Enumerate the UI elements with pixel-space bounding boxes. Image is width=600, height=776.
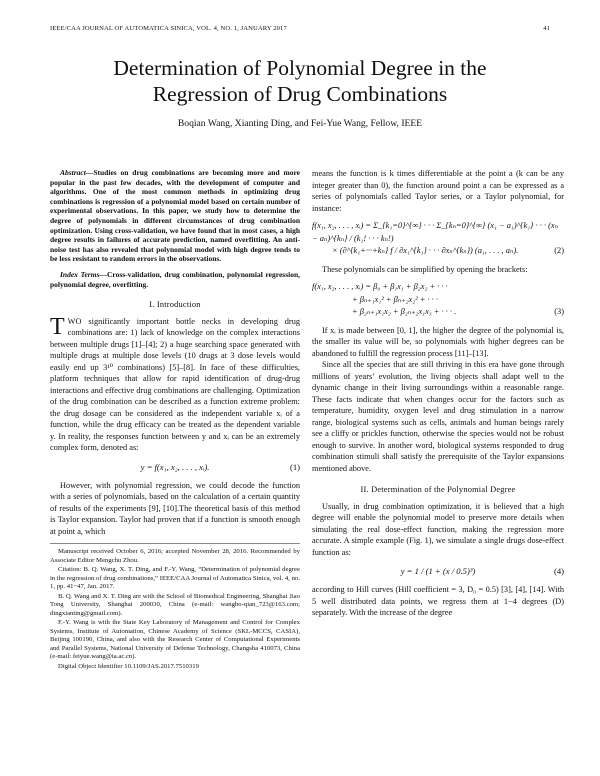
right-paragraph-2: These polynomials can be simplified by opening the brackets: <box>322 264 528 274</box>
equation-2-number: (2) <box>554 246 564 255</box>
equation-3-line-3 <box>312 306 564 319</box>
equation-4 <box>312 564 564 578</box>
equation-4-body: y = 1 / (1 + (x / 0.5)³) <box>400 566 476 576</box>
equation-1 <box>50 460 300 474</box>
abstract-label: Abstract— <box>60 168 94 177</box>
equation-2-line-1: f(x₁, x₂, . . . , xᵢ) = Σ_{k₁=0}^{∞} · · · Σ_{kₙ=0}^{∞} (x₁ − a₁)^{k₁} · · · (xₙ − aₙ)^{kₙ} / (k₁! · · · kₙ!) <box>312 221 559 243</box>
right-column <box>312 168 564 619</box>
drop-cap: T <box>50 313 65 340</box>
equation-3-line-1: f(x₁, x₂, . . . , xᵢ) = β₀ + β₁x₁ + β₂x₂ + · · · <box>312 282 448 291</box>
footnotes <box>50 543 300 671</box>
footnote-doi: Digital Object Identifier 10.1109/JAS.2017.7510319 <box>58 662 199 670</box>
intro-p1-text: WO significantly important bottle necks in developing drug combinations are: 1) lack of knowledge on the complex interactions between multiple drugs [1]–[4]; 2) a huge searching space generated with multiple drugs at multiple dose levels (10 drugs at 3 dose levels would easily end up 3¹⁰ combinations) [5]–[8]. In face of these difficulties, platform techniques that allow for rapid identification of drug-drug interactions and effective drug combinations are challenging. Optimization of the drug combination can be described as a function extreme problem: the drug dosage can be considered as the independent variable xᵢ of a function, while the drug efficacy can be treated as the dependent variable y. In reality, the responses function between y and xᵢ can be an extremely complex form, denoted as: <box>50 316 300 453</box>
page-number: 41 <box>543 25 550 32</box>
equation-3-line-3-text: + β₂ₙ₊₁x₁x₂ + β₂ₙ₊₂x₁x₃ + · · · . <box>352 307 457 316</box>
right-paragraph-1: means the function is k times differentiable at the point a (k can be any integer greater than 0), the function around point a can be expressed as a series of polynomials called Taylor series, or a Taylor polynomial, for instance: <box>312 169 564 213</box>
footnote-affiliation-1: B. Q. Wang and X. T. Ding are with the School of Biomedical Engineering, Shanghai Jiao Tong University, Shanghai 200030, China (e-mail: wangbo-qian_723@163.com; dingxianting@gmail.com). <box>50 592 300 617</box>
author-list: Boqian Wang, Xianting Ding, and Fei-Yue Wang, Fellow, IEEE <box>177 118 423 129</box>
equation-2 <box>312 220 564 258</box>
equation-3-line-2: + βₙ₊₁x₁² + βₙ₊₂x₂² + · · · <box>352 294 438 304</box>
equation-4-number: (4) <box>553 566 564 576</box>
intro-paragraph-1 <box>50 313 300 454</box>
abstract <box>50 168 300 264</box>
equation-2-line-2 <box>312 245 564 258</box>
section-heading-introduction: I. Introduction <box>149 300 201 310</box>
running-header <box>50 25 550 37</box>
equation-3-number: (3) <box>554 307 564 316</box>
index-terms <box>50 270 300 289</box>
footnote-manuscript: Manuscript received October 6, 2016; accepted November 28, 2016. Recommended by Associate Editor Mengchu Zhou. <box>50 548 300 564</box>
equation-3 <box>312 281 564 319</box>
section-heading-polynomial-degree: II. Determination of the Polynomial Degree <box>360 485 516 494</box>
intro-paragraph-2: However, with polynomial regression, we could decode the function with a series of polynomials, based on the calculation of a certain quantity of results of the experiments [9], [10].The theoretical basis of this method is Taylor expansion. Taylor had proven that if a function is smooth enough at point a, which <box>50 480 300 536</box>
footnote-affiliation-2: F.-Y. Wang is with the State Key Laboratory of Management and Control for Complex Systems, Institute of Automation, Chinese Academy of Science (SKL-MCCS, CASIA), Beijing 100190, China, and also with the Research Center of Computational Experiments and Parallel Systems, National University of Defense Technology, Changsha 410073, China (e-mail: feiyue.wang@ia.ac.cn). <box>50 619 300 661</box>
equation-1-body: y = f(x₁, x₂, . . . , xᵢ). <box>140 461 210 472</box>
paper-title <box>40 55 560 107</box>
equation-1-number: (1) <box>289 461 300 472</box>
index-terms-text: Cross-validation, drug combination, polynomial regression, polynomial degree, overfitting. <box>50 269 300 289</box>
section2-paragraph-1: Usually, in drug combination optimization, it is believed that a high degree will enable the polynomial model to preserve more details when simulating the real dose-effect function, making the regression more accurate. A simple example (Fig. 1), we simulate a single drugs dose-effect function as: <box>312 501 564 557</box>
title-line-2: Regression of Drug Combinations <box>152 82 448 106</box>
index-label: Index Terms— <box>60 269 107 279</box>
title-line-1: Determination of Polynomial Degree in the <box>113 56 487 80</box>
footnote-citation: Citation: B. Q. Wang, X. T. Ding, and F.-Y. Wang, “Determination of polynomial degree in the regression of drug combinations,” IEEE/CAA Journal of Automatica Sinica, vol. 4, no. 1, pp. 41−47, Jan. 2017. <box>50 566 300 591</box>
journal-info: IEEE/CAA JOURNAL OF AUTOMATICA SINICA, VOL. 4, NO. 1, JANUARY 2017 <box>50 25 287 32</box>
equation-2-line-2-text: × (∂^{k₁+···+kₙ} f / ∂x₁^{k₁} · · · ∂xₙ^{kₙ}) (a₁, . . . , aₙ). <box>332 246 519 255</box>
left-column <box>50 168 300 672</box>
right-paragraph-3: If xᵢ is made between [0, 1], the higher the degree of the polynomial is, the smaller its value will be, so polynomials with higher degrees can be abandoned to fulfill the regression process [11]–[13]. <box>312 325 564 358</box>
abstract-text: Studies on drug combinations are becoming more and more popular in the past few decades, with the development of computer and algorithms. One of the most common methods in optimizing drug combinations is regression of a polynomial model based on certain number of experimental observations. In this paper, we study how to determine the degree of polynomials in different circumstances of drug combination optimization. Using cross-validation, we have found that in most cases, a high degree results in failures of accurate prediction, named overfitting. An anti-noise test has also revealed that polynomial model with high degree tends to be less resistant to random errors in the observations. <box>50 168 300 264</box>
section2-paragraph-2: according to Hill curves (Hill coefficient = 3, D₀ = 0.5) [3], [4], [14]. With 5 well distributed data points, we regress them at 1−4 degrees (D) separately. With the increase of the degree <box>312 585 564 617</box>
right-paragraph-4: Since all the species that are still thriving in this era have gone through millions of years’ evolution, the living objects shall adapt well to the dynamic change in their living surroundings within a reasonable range. These facts indicate that when changes occur for the factors such as temperature, humidity, oxygen level and drug stimulation in a narrow range, biological systems such as cells, animals and human beings rarely see a cliffy or prickles function, otherwise the species would not be robust enough to survive. In another word, biological systems responded to drug combination stimuli shall satisfy the prerequisite of the Taylor expansions mentioned above. <box>312 360 564 473</box>
